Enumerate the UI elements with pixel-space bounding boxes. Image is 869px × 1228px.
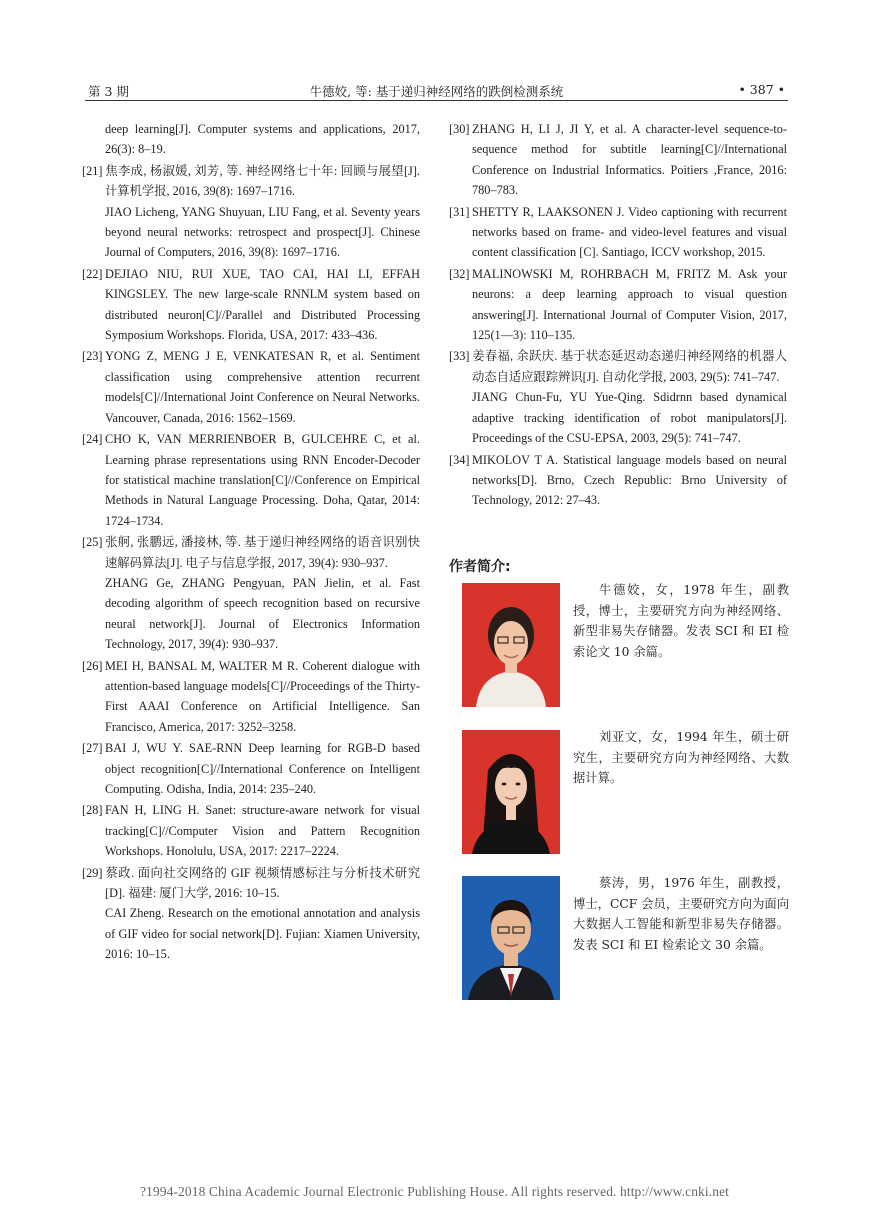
reference-text: FAN H, LING H. Sanet: structure-aware network for visual tracking[C]//Computer Vision and Pattern Recognition Workshops. Honolulu, USA, 2017: 2217–2224. [105, 803, 420, 859]
reference-text: 张舸, 张鹏远, 潘接林, 等. 基于递归神经网络的语音识别快速解码算法[J]. 电子与信息学报, 2017, 39(4): 930–937. [105, 535, 420, 570]
reference-item [82, 429, 420, 531]
reference-text: 蔡政. 面向社交网络的 GIF 视频情感标注与分析技术研究[D]. 福建: 厦门大学, 2016: 10–15. [105, 865, 420, 901]
reference-text: MIKOLOV T A. Statistical language models based on neural networks[D]. Brno, Czech Republic: Brno University of Technology, 2012: 27–43. [472, 452, 787, 508]
reference-item [82, 532, 420, 654]
reference-number: [21] [82, 163, 103, 178]
author-photo [462, 583, 560, 707]
reference-item [449, 450, 787, 511]
reference-number: [29] [82, 865, 103, 880]
portrait-woman-2 [462, 730, 560, 854]
reference-text: MEI H, BANSAL M, WALTER M R. Coherent dialogue with attention-based language models[C]//Proceedings of the Thirty-First AAAI Conference on Artificial Intelligence. San Francisco, America, 2017: 3252–3258. [105, 658, 420, 734]
reference-text: YONG Z, MENG J E, VENKATESAN R, et al. Sentiment classification using comprehensive attention recurrent models[C]//International Joint Conference on Neural Networks. Vancouver, Canada, 2016: 1562–1569. [105, 349, 420, 425]
reference-number: [28] [82, 803, 103, 818]
author-photo [462, 876, 560, 1000]
references-right-column [449, 119, 787, 512]
reference-number: [34] [449, 452, 470, 467]
reference-text: ZHANG H, LI J, JI Y, et al. A character-level sequence-to-sequence method for subtitle learning[C]//International Conference on Industrial Informatics. Poitiers ,France, 2016: 780–783. [472, 122, 787, 198]
reference-translation: JIANG Chun-Fu, YU Yue-Qing. Sdidrnn based dynamical adaptive tracking identification of robot manipulators[J]. Proceedings of the CSU-EPSA, 2003, 29(5): 741–747. [472, 390, 787, 446]
reference-translation: ZHANG Ge, ZHANG Pengyuan, PAN Jielin, et al. Fast decoding algorithm of speech recognition based on recursive neural network[J]. Journal of Electronics Information Technology, 2017, 39(4): 930–937. [105, 575, 420, 652]
reference-text: MALINOWSKI M, ROHRBACH M, FRITZ M. Ask your neurons: a deep learning approach to visual question answering[J]. International Journal of Computer Vision, 2017, 125(1—3): 110–135. [472, 266, 787, 343]
copyright-footer: ?1994-2018 China Academic Journal Electronic Publishing House. All rights reserved. http://www.cnki.net [139, 1184, 730, 1199]
author-bio: 牛德姣，女，1978 年生，副教授，博士，主要研究方向为神经网络、新型非易失存储器。发表 SCI 和 EI 检索论文 10 余篇。 [573, 583, 789, 659]
portrait-woman-1 [462, 583, 560, 707]
reference-number: [30] [449, 122, 470, 136]
reference-translation: JIAO Licheng, YANG Shuyuan, LIU Fang, et al. Seventy years beyond neural networks: retrospect and prospect[J]. Chinese Journal of Computers, 2016, 39(8): 1697–1716. [105, 204, 420, 260]
reference-number: [24] [82, 432, 103, 447]
running-header [85, 78, 788, 101]
reference-item [449, 346, 787, 448]
reference-translation: CAI Zheng. Research on the emotional annotation and analysis of GIF video for social network[D]. Fujian: Xiamen University, 2016: 10–15. [105, 906, 420, 962]
issue-number: 第 3 期 [88, 84, 129, 99]
reference-item [82, 656, 420, 738]
reference-text: 姜春福, 余跃庆. 基于状态延迟动态递归神经网络的机器人动态自适应跟踪辨识[J]. 自动化学报, 2003, 29(5): 741–747. [472, 349, 787, 384]
page-number: • 387 • [738, 82, 785, 97]
reference-item [82, 800, 420, 861]
reference-number: [27] [82, 741, 103, 756]
reference-text: SHETTY R, LAAKSONEN J. Video captioning with recurrent networks based on frame- and video-level features and visual content classification [C]. Santiago, ICCV workshop, 2015. [472, 204, 787, 260]
portrait-man [462, 876, 560, 1000]
reference-number: [31] [449, 204, 470, 219]
authors-section-title: 作者简介: [449, 559, 511, 575]
reference-item [449, 119, 787, 201]
reference-item [82, 264, 420, 346]
reference-item [449, 202, 787, 263]
references-left-column [82, 119, 420, 966]
reference-number: [22] [82, 266, 103, 281]
reference-item [82, 161, 420, 263]
reference-text: 焦李成, 杨淑媛, 刘芳, 等. 神经网络七十年: 回顾与展望[J]. 计算机学报, 2016, 39(8): 1697–1716. [105, 163, 420, 199]
reference-number: [33] [449, 349, 470, 364]
author-bio: 蔡涛，男，1976 年生，副教授，博士，CCF 会员，主要研究方向为面向大数据人工智能和新型非易失存储器。发表 SCI 和 EI 检索论文 30 余篇。 [573, 876, 789, 952]
running-title: 牛德姣, 等: 基于递归神经网络的跌倒检测系统 [309, 84, 564, 99]
author-photo [462, 730, 560, 854]
reference-number: [23] [82, 349, 103, 364]
reference-item [82, 738, 420, 799]
author-bio: 刘亚文，女，1994 年生，硕士研究生，主要研究方向为神经网络、大数据计算。 [573, 730, 789, 785]
reference-item [82, 119, 420, 160]
reference-text: CHO K, VAN MERRIENBOER B, GULCEHRE C, et al. Learning phrase representations using RNN Encoder-Decoder for statistical machine translation[C]//Conference on Empirical Methods in Natural Language Processing. Doha, Qatar, 2014: 1724–1734. [105, 432, 420, 528]
reference-item [82, 346, 420, 428]
reference-text: deep learning[J]. Computer systems and applications, 2017, 26(3): 8–19. [105, 122, 420, 157]
reference-number: [25] [82, 535, 103, 550]
reference-item [449, 264, 787, 346]
reference-number: [26] [82, 658, 103, 673]
reference-number: [32] [449, 266, 470, 281]
reference-text: BAI J, WU Y. SAE-RNN Deep learning for RGB-D based object recognition[C]//International Conference on Intelligent Computing. Odisha, India, 2014: 235–240. [105, 741, 420, 796]
reference-text: DEJIAO NIU, RUI XUE, TAO CAI, HAI LI, EFFAH KINGSLEY. The new large-scale RNNLM system based on distributed neuron[C]//Parallel and Distributed Processing Symposium Workshops. Florida, USA, 2017: 433–436. [105, 266, 420, 343]
reference-item [82, 863, 420, 965]
